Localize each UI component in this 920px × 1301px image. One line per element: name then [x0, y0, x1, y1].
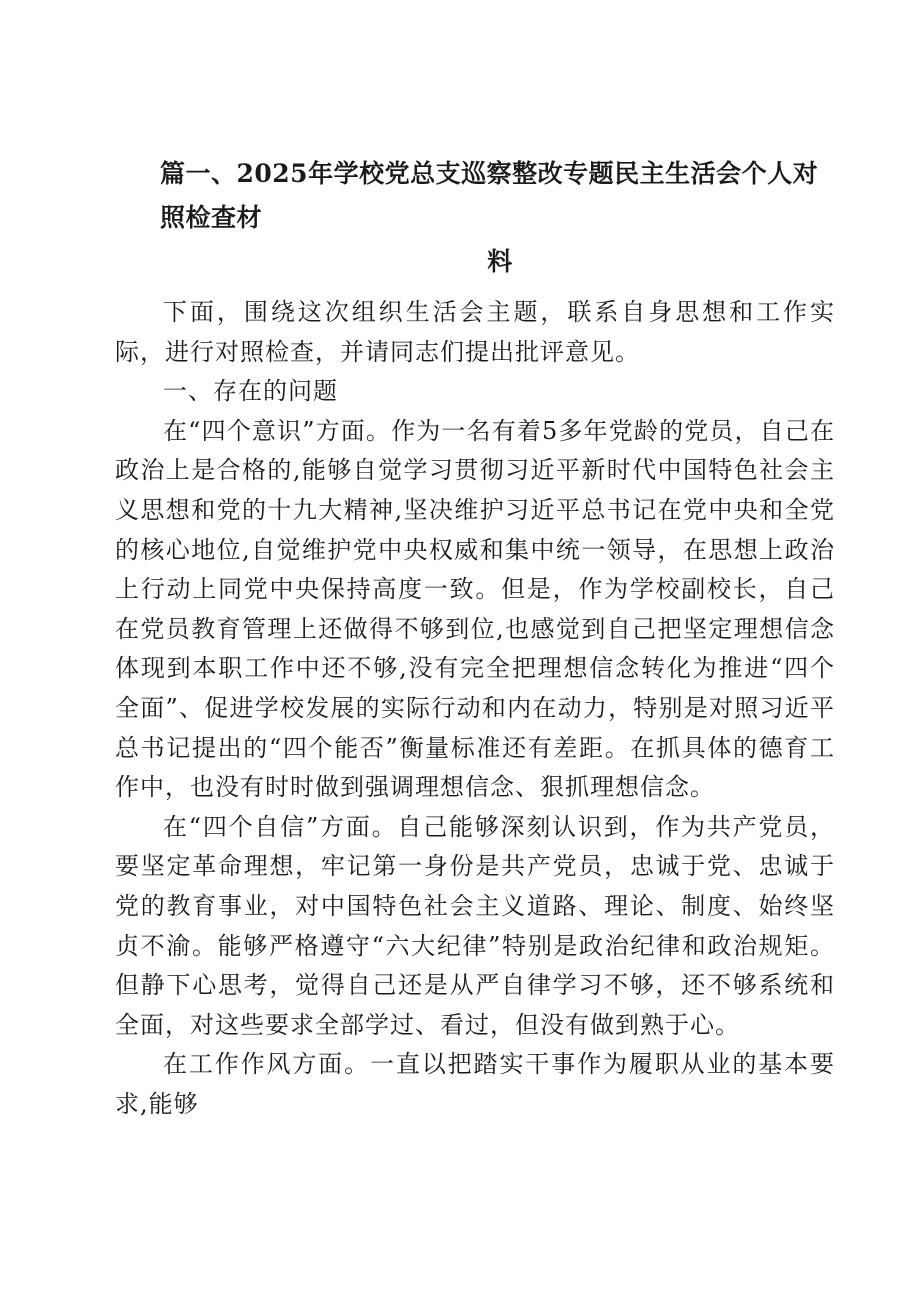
document-title [160, 152, 840, 284]
title-line-2: 料 [487, 247, 513, 276]
title-line-1: 篇一、2025年学校党总支巡察整改专题民主生活会个人对照检查材 [160, 159, 819, 232]
paragraph-four-consciousness: 在“四个意识”方面。作为一名有着5多年党龄的党员，自己在政治上是合格的,能够自觉学习贯彻习近平新时代中国特色社会主义思想和党的十九大精神,坚决维护习近平总书记在党中央和全党的核心地位,自觉维护党中央权威和集中统一领导，在思想上政治上行动上同党中央保持高度一致。但是，作为学校副校长，自己在党员教育管理上还做得不够到位,也感觉到自己把坚定理想信念体现到本职工作中还不够,没有完全把理想信念转化为推进“四个全面”、促进学校发展的实际行动和内在动力，特别是对照习近平总书记提出的“四个能否”衡量标准还有差距。在抓具体的德育工作中，也没有时时做到强调理想信念、狠抓理想信念。 [115, 416, 835, 802]
document-body [115, 293, 835, 1124]
paragraph-work-style: 在工作作风方面。一直以把踏实干事作为履职从业的基本要求,能够 [115, 1050, 835, 1118]
paragraph-four-confidences: 在“四个自信”方面。自己能够深刻认识到，作为共产党员，要坚定革命理想，牢记第一身份是共产党员，忠诚于党、忠诚于党的教育事业，对中国特色社会主义道路、理论、制度、始终坚贞不渝。能够严格遵守“六大纪律”特别是政治纪律和政治规矩。但静下心思考，觉得自己还是从严自律学习不够，还不够系统和全面，对这些要求全部学过、看过，但没有做到熟于心。 [115, 812, 835, 1039]
section-heading: 一、存在的问题 [163, 377, 338, 406]
paragraph-intro: 下面，围绕这次组织生活会主题，联系自身思想和工作实际，进行对照检查，并请同志们提出批评意见。 [115, 298, 835, 366]
